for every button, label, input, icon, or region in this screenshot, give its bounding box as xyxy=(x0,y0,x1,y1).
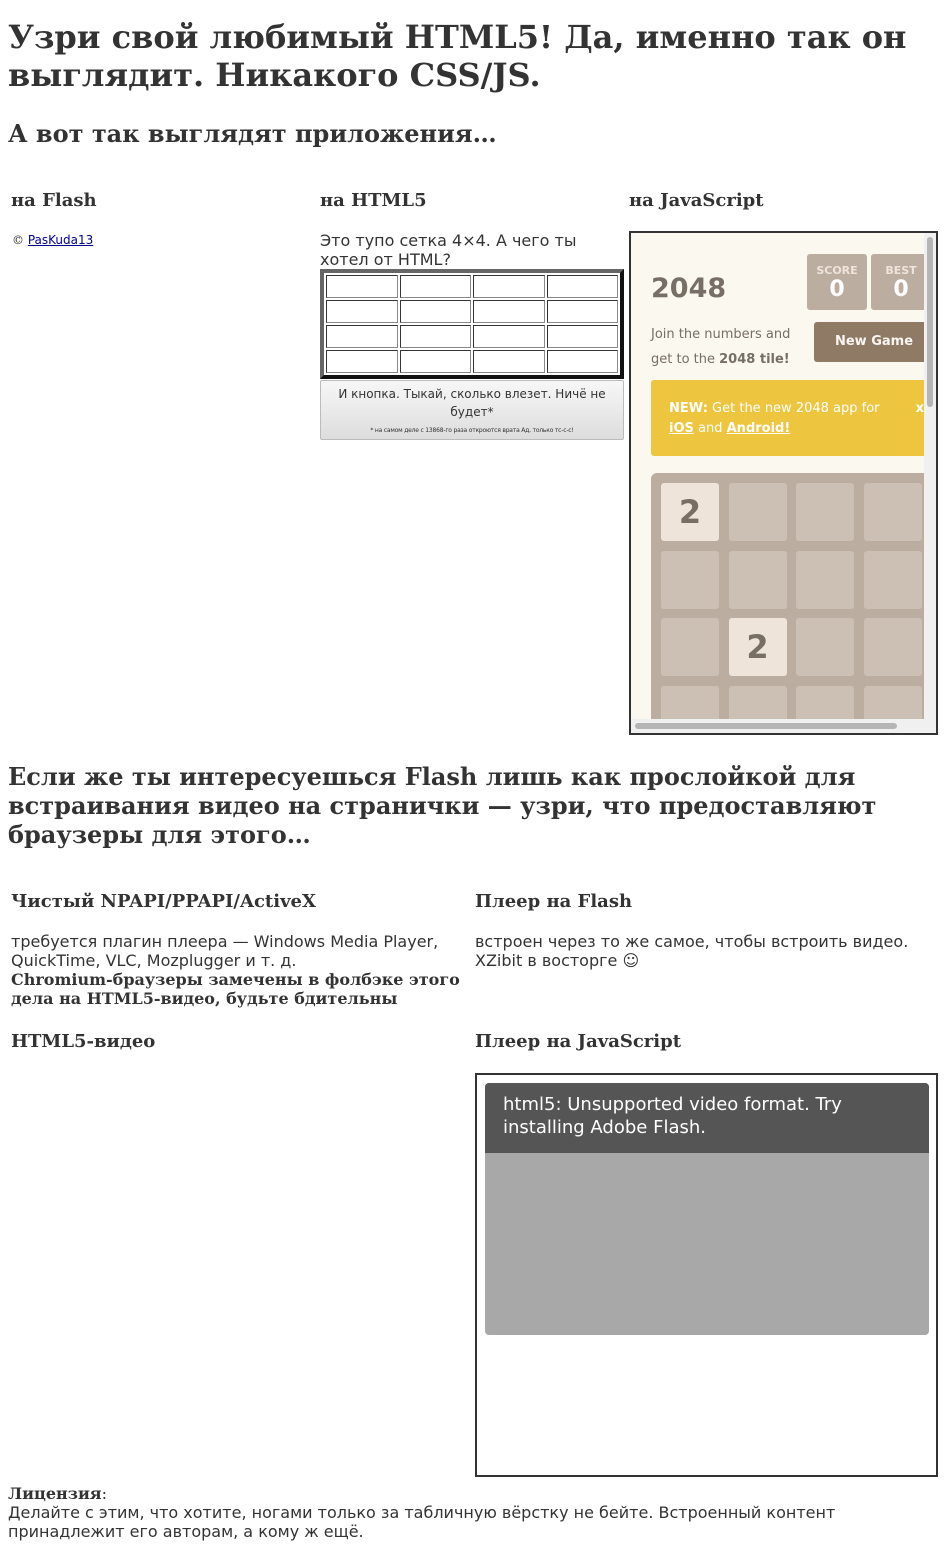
grid-cell xyxy=(547,350,619,373)
score-value: 0 xyxy=(829,277,845,302)
html5-button-footnote: * на самом деле с 13868-го раза откроются врата Ад, только тс-с-с! xyxy=(370,427,574,434)
game-board xyxy=(651,473,938,733)
video-error-message: html5: Unsupported video format. Try installing Adobe Flash. xyxy=(485,1083,929,1153)
game-intro-text: Join the numbers and get to the xyxy=(651,327,791,367)
game-title: 2048 xyxy=(651,273,727,304)
flash-app-heading: на Flash xyxy=(11,190,97,211)
banner-text: Get the new 2048 app for xyxy=(712,401,880,416)
best-box xyxy=(871,254,931,310)
grid-cell xyxy=(547,325,619,348)
banner-close-icon[interactable]: x xyxy=(915,401,924,416)
game-empty-cell xyxy=(729,483,787,541)
copyright-symbol: © xyxy=(12,233,24,247)
grid-cell xyxy=(473,300,545,323)
license-block xyxy=(8,1484,928,1541)
score-box xyxy=(807,254,867,310)
horizontal-scroll-thumb[interactable] xyxy=(635,723,897,729)
grid-cell xyxy=(473,350,545,373)
game-tile: 2 xyxy=(661,483,719,541)
npapi-warning: Chromium-браузеры замечены в фолбэке этого дела на HTML5-видео, будьте бдительны xyxy=(11,970,460,1008)
game-empty-cell xyxy=(661,618,719,676)
html5-button-label: И кнопка. Тыкай, сколько влезет. Ничё не будет* xyxy=(338,387,606,419)
game-intro xyxy=(651,322,811,372)
page-title: Узри свой любимый HTML5! Да, именно так он выглядит. Никакого CSS/JS. xyxy=(8,18,907,94)
grid-cell xyxy=(400,350,472,373)
new-game-button[interactable]: New Game xyxy=(814,322,934,362)
grid-cell xyxy=(473,325,545,348)
game-tile: 2 xyxy=(729,618,787,676)
grid-cell xyxy=(326,350,398,373)
best-label: BEST xyxy=(885,264,917,277)
html5-description: Это тупо сетка 4×4. А чего ты хотел от HTML? xyxy=(320,231,577,269)
game-intro-bold: 2048 tile! xyxy=(719,352,790,367)
js-video-player[interactable] xyxy=(475,1073,938,1477)
game-2048-frame[interactable] xyxy=(629,231,938,735)
vertical-scrollbar[interactable] xyxy=(924,233,936,721)
html5-useless-button[interactable] xyxy=(320,380,624,440)
horizontal-scrollbar[interactable] xyxy=(631,719,936,733)
npapi-text: требуется плагин плеера — Windows Media Player, QuickTime, VLC, Mozplugger и т. д. xyxy=(11,932,439,970)
video-area[interactable] xyxy=(485,1083,929,1335)
grid-cell xyxy=(326,325,398,348)
js-player-heading: Плеер на JavaScript xyxy=(475,1031,682,1052)
app-banner xyxy=(651,380,936,456)
flash-player-text: встроен через то же самое, чтобы встроить видео. XZibit в восторге ☺ xyxy=(475,932,909,970)
grid-cell xyxy=(400,300,472,323)
banner-android-link[interactable]: Android! xyxy=(726,421,791,436)
flash-credit xyxy=(12,233,93,247)
npapi-description xyxy=(11,932,466,1008)
banner-and: and xyxy=(698,421,723,436)
game-empty-cell xyxy=(729,551,787,609)
game-empty-cell xyxy=(864,551,922,609)
license-label: Лицензия xyxy=(8,1484,102,1503)
best-value: 0 xyxy=(893,277,909,302)
grid-cell xyxy=(547,300,619,323)
game-empty-cell xyxy=(864,618,922,676)
game-empty-cell xyxy=(864,483,922,541)
npapi-heading: Чистый NPAPI/PPAPI/ActiveX xyxy=(11,891,316,912)
credit-link[interactable]: PasKuda13 xyxy=(27,233,94,247)
js-app-heading: на JavaScript xyxy=(629,190,764,211)
grid-cell xyxy=(400,325,472,348)
html5-video-heading: HTML5-видео xyxy=(11,1031,156,1052)
flash-player-heading: Плеер на Flash xyxy=(475,891,633,912)
video-heading: Если же ты интересуешься Flash лишь как прослойкой для встраивания видео на странички — узри, что предоставляют браузеры для этого… xyxy=(8,762,877,849)
grid-cell xyxy=(473,275,545,298)
grid-cell xyxy=(400,275,472,298)
game-empty-cell xyxy=(661,551,719,609)
grid-cell xyxy=(326,300,398,323)
grid-cell xyxy=(547,275,619,298)
apps-heading: А вот так выглядят приложения… xyxy=(8,119,497,148)
license-text: Делайте с этим, что хотите, ногами только за табличную вёрстку не бейте. Встроенный контент принадлежит его авторам, а кому ж ещё. xyxy=(8,1503,836,1541)
vertical-scroll-thumb[interactable] xyxy=(927,237,933,407)
html5-grid xyxy=(320,269,624,379)
game-empty-cell xyxy=(796,618,854,676)
score-label: SCORE xyxy=(816,264,858,277)
game-empty-cell xyxy=(796,551,854,609)
html5-app-heading: на HTML5 xyxy=(320,190,427,211)
game-empty-cell xyxy=(796,483,854,541)
banner-new-label: NEW: xyxy=(669,401,708,416)
license-colon: : xyxy=(101,1484,108,1503)
banner-ios-link[interactable]: iOS xyxy=(669,421,694,436)
grid-cell xyxy=(326,275,398,298)
